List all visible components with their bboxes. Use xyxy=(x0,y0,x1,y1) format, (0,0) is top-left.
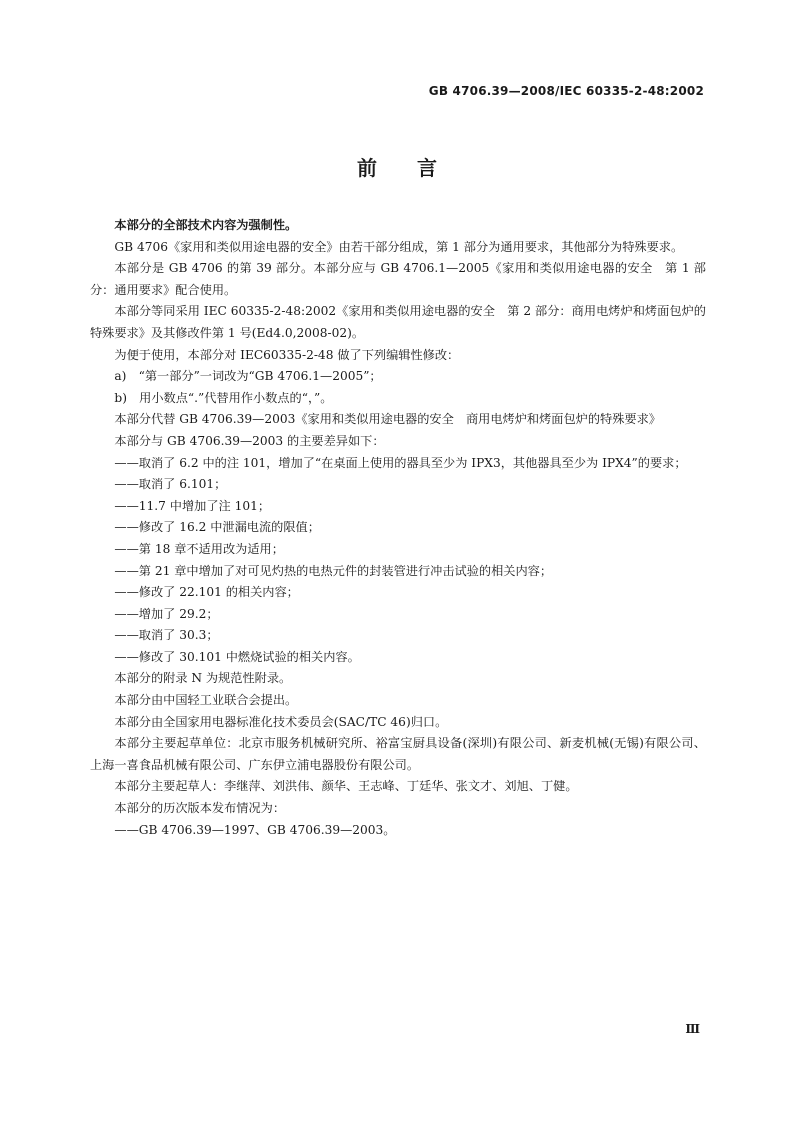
paragraph: 本部分代替 GB 4706.39—2003《家用和类似用途电器的安全 商用电烤炉和烤面包炉的特殊要求》 xyxy=(114,412,661,427)
paragraph: 本部分主要起草单位：北京市服务机械研究所、裕富宝厨具设备(深圳)有限公司、新麦机械(无锡)有限公司、上海一喜食品机械有限公司、广东伊立浦电器股份有限公司。 xyxy=(90,736,706,772)
difference-item: ——增加了 29.2； xyxy=(114,606,219,621)
paragraph: 为便于使用，本部分对 IEC60335-2-48 做了下列编辑性修改： xyxy=(114,347,460,362)
difference-item: ——第 18 章不适用改为适用； xyxy=(114,541,284,556)
history-item: ——GB 4706.39—1997、GB 4706.39—2003。 xyxy=(114,822,396,837)
page-title: 前言 xyxy=(357,156,477,180)
difference-item: ——修改了 16.2 中泄漏电流的限值； xyxy=(114,520,320,535)
document-body xyxy=(90,215,706,841)
page-number: Ⅲ xyxy=(685,1022,700,1036)
paragraph: 本部分的历次版本发布情况为： xyxy=(114,801,286,816)
standard-code: GB 4706.39—2008/IEC 60335-2-48:2002 xyxy=(428,84,704,98)
paragraph: GB 4706《家用和类似用途电器的安全》由若干部分组成，第 1 部分为通用要求，其他部分为特殊要求。 xyxy=(114,239,684,254)
difference-item: ——取消了 30.3； xyxy=(114,628,219,643)
difference-item: ——修改了 30.101 中燃烧试验的相关内容。 xyxy=(114,649,360,664)
paragraph: 本部分由中国轻工业联合会提出。 xyxy=(114,693,298,708)
difference-item: ——11.7 中增加了注 101； xyxy=(114,498,271,513)
paragraph: 本部分主要起草人：李继萍、刘洪伟、颜华、王志峰、丁廷华、张文才、刘旭、丁健。 xyxy=(114,779,578,794)
difference-item: ——取消了 6.101； xyxy=(114,477,227,492)
paragraph: 本部分的附录 N 为规范性附录。 xyxy=(114,671,292,686)
difference-item: ——取消了 6.2 中的注 101，增加了“在桌面上使用的器具至少为 IPX3，其他器具至少为 IPX4”的要求； xyxy=(114,455,687,470)
paragraph: 本部分与 GB 4706.39—2003 的主要差异如下： xyxy=(114,433,385,448)
difference-item: ——第 21 章中增加了对可见灼热的电热元件的封装管进行冲击试验的相关内容； xyxy=(114,563,553,578)
mandatory-statement: 本部分的全部技术内容为强制性。 xyxy=(114,218,298,232)
edit-item: a) “第一部分”一词改为“GB 4706.1—2005”； xyxy=(114,369,382,384)
difference-item: ——修改了 22.101 的相关内容； xyxy=(114,585,299,600)
edit-item: b) 用小数点“.”代替用作小数点的“，”。 xyxy=(114,390,333,405)
paragraph: 本部分等同采用 IEC 60335-2-48:2002《家用和类似用途电器的安全 第 2 部分：商用电烤炉和烤面包炉的特殊要求》及其修改件第 1 号(Ed4.0,2008-02)。 xyxy=(90,304,706,340)
paragraph: 本部分由全国家用电器标准化技术委员会(SAC/TC 46)归口。 xyxy=(114,714,448,729)
paragraph: 本部分是 GB 4706 的第 39 部分。本部分应与 GB 4706.1—2005《家用和类似用途电器的安全 第 1 部分：通用要求》配合使用。 xyxy=(90,261,706,297)
